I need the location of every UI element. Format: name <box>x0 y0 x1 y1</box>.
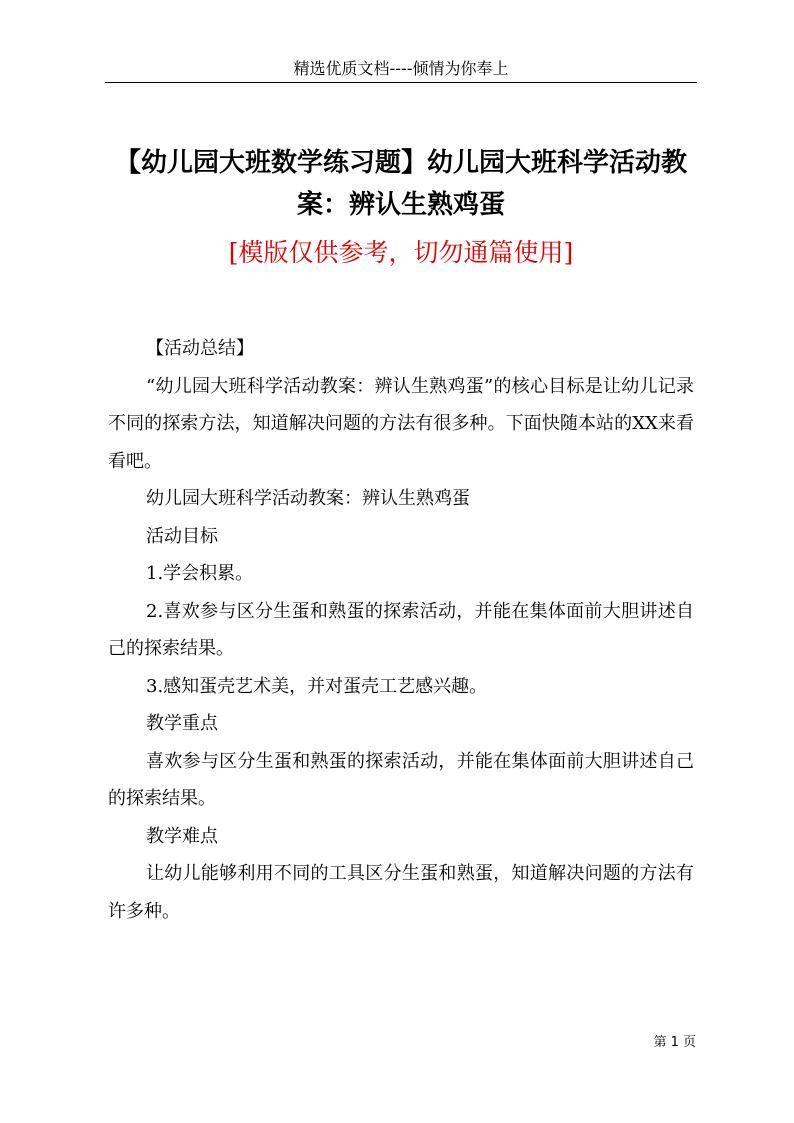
section-heading-difficulties: 教学难点 <box>146 825 218 847</box>
body-paragraph: “幼儿园大班科学活动教案：辨认生熟鸡蛋”的核心目标是让幼儿记录不同的探索方法，知道解决问题的方法有很多种。下面快随本站的XX来看看吧。 <box>108 375 694 472</box>
list-item: 2.喜欢参与区分生蛋和熟蛋的探索活动，并能在集体面前大胆讲述自己的探索结果。 <box>108 600 694 659</box>
body-paragraph: 让幼儿能够利用不同的工具区分生蛋和熟蛋，知道解决问题的方法有许多种。 <box>108 863 694 922</box>
document-body <box>108 330 694 930</box>
header-divider <box>105 82 697 83</box>
template-notice: [模版仅供参考，切勿通篇使用] <box>228 238 574 267</box>
page-header: 精选优质文档----倾情为你奉上 <box>293 59 509 78</box>
page-number: 第 1 页 <box>653 1035 696 1050</box>
list-item: 1.学会积累。 <box>146 563 254 584</box>
body-paragraph: 喜欢参与区分生蛋和熟蛋的探索活动，并能在集体面前大胆讲述自己的探索结果。 <box>108 750 694 809</box>
body-paragraph: 幼儿园大班科学活动教案：辨认生熟鸡蛋 <box>146 488 470 509</box>
section-heading-summary: 【活动总结】 <box>146 338 254 359</box>
list-item: 3.感知蛋壳艺术美，并对蛋壳工艺感兴趣。 <box>146 675 488 697</box>
document-title: 【幼儿园大班数学练习题】幼儿园大班科学活动教案：辨认生熟鸡蛋 <box>114 148 687 220</box>
section-heading-key-points: 教学重点 <box>146 713 218 734</box>
section-heading-goals: 活动目标 <box>146 525 218 547</box>
